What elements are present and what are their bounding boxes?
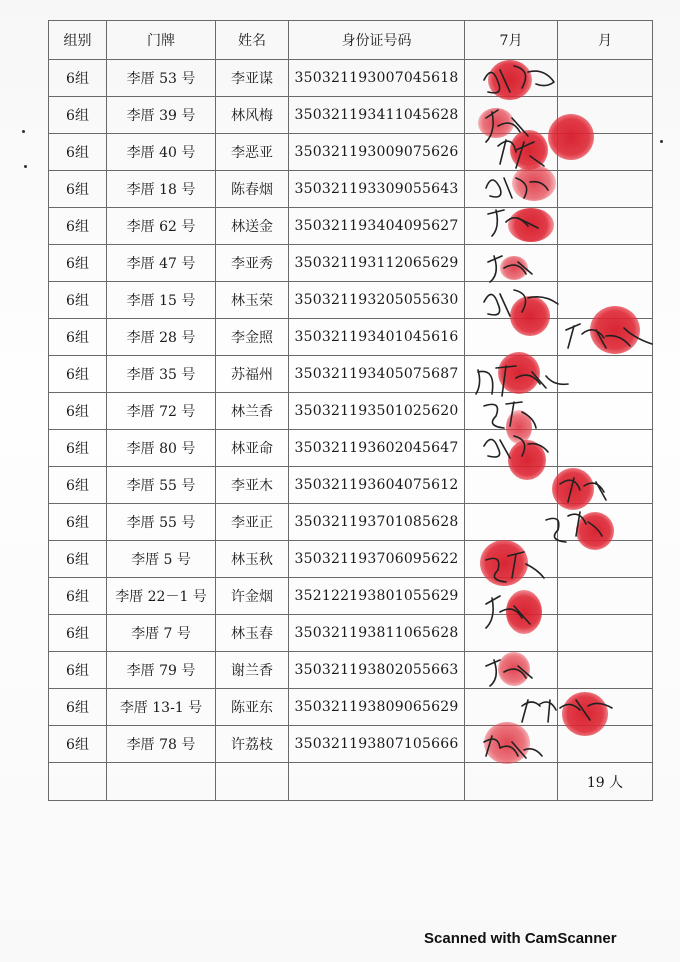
cell-sign-next xyxy=(558,504,653,541)
cell-id: 350321193112065629 xyxy=(289,245,465,282)
table-row xyxy=(49,467,653,504)
cell-sign-next xyxy=(558,245,653,282)
cell-group: 6组 xyxy=(49,134,107,171)
pension-roster-table xyxy=(48,20,653,801)
cell-id: 350321193807105666 xyxy=(289,726,465,763)
table-row xyxy=(49,97,653,134)
cell-door: 李厝 35 号 xyxy=(107,356,216,393)
cell-id: 350321193501025620 xyxy=(289,393,465,430)
cell-door: 李厝 22－1 号 xyxy=(107,578,216,615)
header-door: 门牌 xyxy=(107,21,216,60)
cell-group: 6组 xyxy=(49,356,107,393)
cell-sign-next xyxy=(558,615,653,652)
cell-door: 李厝 55 号 xyxy=(107,467,216,504)
cell-name: 许荔枝 xyxy=(216,726,289,763)
cell-sign-next xyxy=(558,282,653,319)
cell-id: 350321193404095627 xyxy=(289,208,465,245)
cell-id: 350321193811065628 xyxy=(289,615,465,652)
cell-id: 350321193405075687 xyxy=(289,356,465,393)
cell-group: 6组 xyxy=(49,430,107,467)
cell-door: 李厝 28 号 xyxy=(107,319,216,356)
cell-id: 350321193802055663 xyxy=(289,652,465,689)
cell-sign-july xyxy=(465,578,558,615)
cell-name: 林兰香 xyxy=(216,393,289,430)
table-row xyxy=(49,319,653,356)
cell-door: 李厝 13-1 号 xyxy=(107,689,216,726)
cell-group: 6组 xyxy=(49,245,107,282)
total-count: 19 人 xyxy=(558,763,653,801)
cell-door: 李厝 5 号 xyxy=(107,541,216,578)
scan-speck xyxy=(22,130,25,133)
cell-id: 350321193701085628 xyxy=(289,504,465,541)
table-row xyxy=(49,726,653,763)
cell-sign-next xyxy=(558,171,653,208)
header-month-july: 7月 xyxy=(465,21,558,60)
cell-sign-july xyxy=(465,430,558,467)
cell-sign-next xyxy=(558,97,653,134)
cell-door: 李厝 40 号 xyxy=(107,134,216,171)
cell-sign-july xyxy=(465,541,558,578)
cell-sign-next xyxy=(558,541,653,578)
cell-id: 350321193706095622 xyxy=(289,541,465,578)
cell-sign-july xyxy=(465,319,558,356)
cell-id: 350321193602045647 xyxy=(289,430,465,467)
cell-group: 6组 xyxy=(49,615,107,652)
cell-group: 6组 xyxy=(49,393,107,430)
cell-door: 李厝 47 号 xyxy=(107,245,216,282)
cell-sign-july xyxy=(465,171,558,208)
header-id: 身份证号码 xyxy=(289,21,465,60)
cell-name: 陈亚东 xyxy=(216,689,289,726)
scan-speck xyxy=(660,140,663,143)
camscanner-watermark: Scanned with CamScanner xyxy=(424,930,617,947)
header-month-blank: 月 xyxy=(558,21,653,60)
cell-group: 6组 xyxy=(49,282,107,319)
table-row xyxy=(49,134,653,171)
table-header-row xyxy=(49,21,653,60)
cell-sign-july xyxy=(465,393,558,430)
table-row xyxy=(49,541,653,578)
header-group: 组别 xyxy=(49,21,107,60)
cell-name: 谢兰香 xyxy=(216,652,289,689)
cell-group: 6组 xyxy=(49,208,107,245)
cell-sign-july xyxy=(465,97,558,134)
cell-sign-next xyxy=(558,393,653,430)
cell-sign-july xyxy=(465,134,558,171)
cell-name: 林风梅 xyxy=(216,97,289,134)
cell-sign-july xyxy=(465,60,558,97)
cell-id: 350321193401045616 xyxy=(289,319,465,356)
cell-sign-next xyxy=(558,467,653,504)
table-row xyxy=(49,171,653,208)
table-row xyxy=(49,245,653,282)
cell-name: 李恶亚 xyxy=(216,134,289,171)
cell-door: 李厝 15 号 xyxy=(107,282,216,319)
cell-sign-july xyxy=(465,504,558,541)
cell-door: 李厝 7 号 xyxy=(107,615,216,652)
cell-name: 李亚木 xyxy=(216,467,289,504)
cell-sign-next xyxy=(558,726,653,763)
cell-sign-july xyxy=(465,615,558,652)
cell-id: 350321193604075612 xyxy=(289,467,465,504)
cell-sign-next xyxy=(558,60,653,97)
table-row xyxy=(49,430,653,467)
cell-name: 林亚命 xyxy=(216,430,289,467)
cell-door: 李厝 18 号 xyxy=(107,171,216,208)
cell-name: 李金照 xyxy=(216,319,289,356)
cell-id: 350321193411045628 xyxy=(289,97,465,134)
cell-door: 李厝 79 号 xyxy=(107,652,216,689)
cell-name: 林玉秋 xyxy=(216,541,289,578)
table-row xyxy=(49,615,653,652)
cell-group: 6组 xyxy=(49,652,107,689)
cell-sign-next xyxy=(558,578,653,615)
cell-door: 李厝 53 号 xyxy=(107,60,216,97)
cell-door: 李厝 62 号 xyxy=(107,208,216,245)
cell-group: 6组 xyxy=(49,319,107,356)
table-row xyxy=(49,689,653,726)
cell-sign-next xyxy=(558,356,653,393)
cell-name: 陈春烟 xyxy=(216,171,289,208)
cell-group: 6组 xyxy=(49,726,107,763)
cell-sign-next xyxy=(558,689,653,726)
cell-group: 6组 xyxy=(49,467,107,504)
cell-id: 350321193205055630 xyxy=(289,282,465,319)
cell-id: 350321193309055643 xyxy=(289,171,465,208)
cell-id: 350321193007045618 xyxy=(289,60,465,97)
cell-sign-july xyxy=(465,245,558,282)
cell-name: 李亚秀 xyxy=(216,245,289,282)
cell-sign-july xyxy=(465,689,558,726)
cell-group: 6组 xyxy=(49,689,107,726)
cell-group: 6组 xyxy=(49,504,107,541)
cell-sign-next xyxy=(558,430,653,467)
cell-name: 李亚正 xyxy=(216,504,289,541)
cell-id: 350321193009075626 xyxy=(289,134,465,171)
cell-sign-july xyxy=(465,208,558,245)
cell-sign-july xyxy=(465,726,558,763)
cell-sign-july xyxy=(465,282,558,319)
cell-group: 6组 xyxy=(49,60,107,97)
cell-sign-july xyxy=(465,356,558,393)
table-row xyxy=(49,60,653,97)
cell-group: 6组 xyxy=(49,171,107,208)
cell-door: 李厝 72 号 xyxy=(107,393,216,430)
cell-sign-july xyxy=(465,652,558,689)
cell-name: 李亚谋 xyxy=(216,60,289,97)
cell-id: 352122193801055629 xyxy=(289,578,465,615)
header-name: 姓名 xyxy=(216,21,289,60)
cell-door: 李厝 39 号 xyxy=(107,97,216,134)
table-row xyxy=(49,282,653,319)
cell-door: 李厝 78 号 xyxy=(107,726,216,763)
table-row xyxy=(49,578,653,615)
table-row xyxy=(49,393,653,430)
cell-group: 6组 xyxy=(49,541,107,578)
cell-sign-july xyxy=(465,467,558,504)
cell-sign-next xyxy=(558,208,653,245)
cell-door: 李厝 55 号 xyxy=(107,504,216,541)
cell-sign-next xyxy=(558,652,653,689)
table-row xyxy=(49,652,653,689)
cell-sign-next xyxy=(558,319,653,356)
cell-group: 6组 xyxy=(49,97,107,134)
table-row xyxy=(49,504,653,541)
cell-group: 6组 xyxy=(49,578,107,615)
cell-name: 苏福州 xyxy=(216,356,289,393)
cell-sign-next xyxy=(558,134,653,171)
table-footer-row xyxy=(49,763,653,801)
cell-name: 林玉荣 xyxy=(216,282,289,319)
cell-name: 许金烟 xyxy=(216,578,289,615)
scan-speck xyxy=(24,165,27,168)
cell-name: 林送金 xyxy=(216,208,289,245)
cell-door: 李厝 80 号 xyxy=(107,430,216,467)
cell-id: 350321193809065629 xyxy=(289,689,465,726)
table-row xyxy=(49,356,653,393)
cell-name: 林玉春 xyxy=(216,615,289,652)
table-row xyxy=(49,208,653,245)
